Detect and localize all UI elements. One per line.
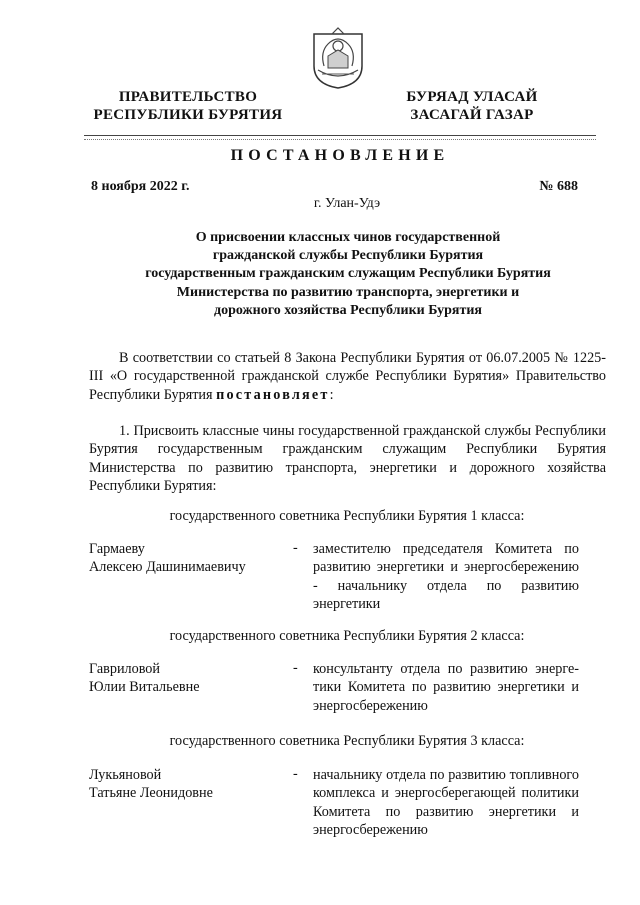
- employee-position: начальнику отдела по развитию топливного комплекса и энергосберегающей политики Комитета по развитию энергетики и энергосбережению: [313, 767, 579, 838]
- employee-position: заместителю председателя Комитета по развитию энергетики и энергосбережению - начальнику отдела по развитию энергетики: [313, 541, 579, 612]
- rank-heading-1: государственного советника Республики Бурятия 1 класса:: [169, 508, 525, 524]
- document-type: ПОСТАНОВЛЕНИЕ: [230, 147, 450, 164]
- employee-position: консультанту отдела по развитию энерге-тики Комитета по развитию энергетики и энергосбережению: [313, 661, 579, 714]
- dash-separator: -: [293, 660, 298, 676]
- resolves-keyword: постановляет: [216, 386, 330, 403]
- government-name-russian: ПРАВИТЕЛЬСТВО РЕСПУБЛИКИ БУРЯТИЯ: [93, 89, 283, 123]
- document-city: г. Улан-Удэ: [313, 196, 381, 211]
- document-date: 8 ноября 2022 г.: [91, 179, 190, 194]
- dash-separator: -: [293, 766, 298, 782]
- government-name-buryat: БУРЯАД УЛАСАЙ ЗАСАГАЙ ГАЗАР: [406, 89, 538, 123]
- header-divider-dotted: [84, 139, 596, 140]
- document-subject: О присвоении классных чинов государственной гражданской службы Республики Бурятия государственным гражданским служащим Республики Бурятия Министерства по развитию транспорта, энергетики и дорожного хозяйства Республики Бурятия: [145, 230, 551, 318]
- rank-heading-3: государственного советника Республики Бурятия 3 класса:: [169, 733, 525, 749]
- republic-emblem-icon: [310, 26, 366, 90]
- document-number: № 688: [539, 179, 578, 194]
- employee-name: Гармаеву Алексею Дашинимаевичу: [89, 541, 246, 576]
- rank-heading-2: государственного советника Республики Бурятия 2 класса:: [169, 628, 525, 644]
- header-divider: [84, 135, 596, 136]
- clause-1-paragraph: 1. Присвоить классные чины государственной гражданской службы Республики Бурятия государственным гражданским служащим Республики Бурятия Министерства по развитию транспорта, энергетики и дорожного хозяйства Республики Бурятия:: [89, 423, 606, 494]
- preamble-paragraph: В соответствии со статьей 8 Закона Республики Бурятия от 06.07.2005 № 1225-III «О государственной гражданской службе Республики Бурятия» Правительство Республики Бурятия постановляет:: [89, 350, 606, 403]
- employee-name: Гавриловой Юлии Витальевне: [89, 661, 200, 696]
- dash-separator: -: [293, 540, 298, 556]
- employee-name: Лукьяновой Татьяне Леонидовне: [89, 767, 213, 802]
